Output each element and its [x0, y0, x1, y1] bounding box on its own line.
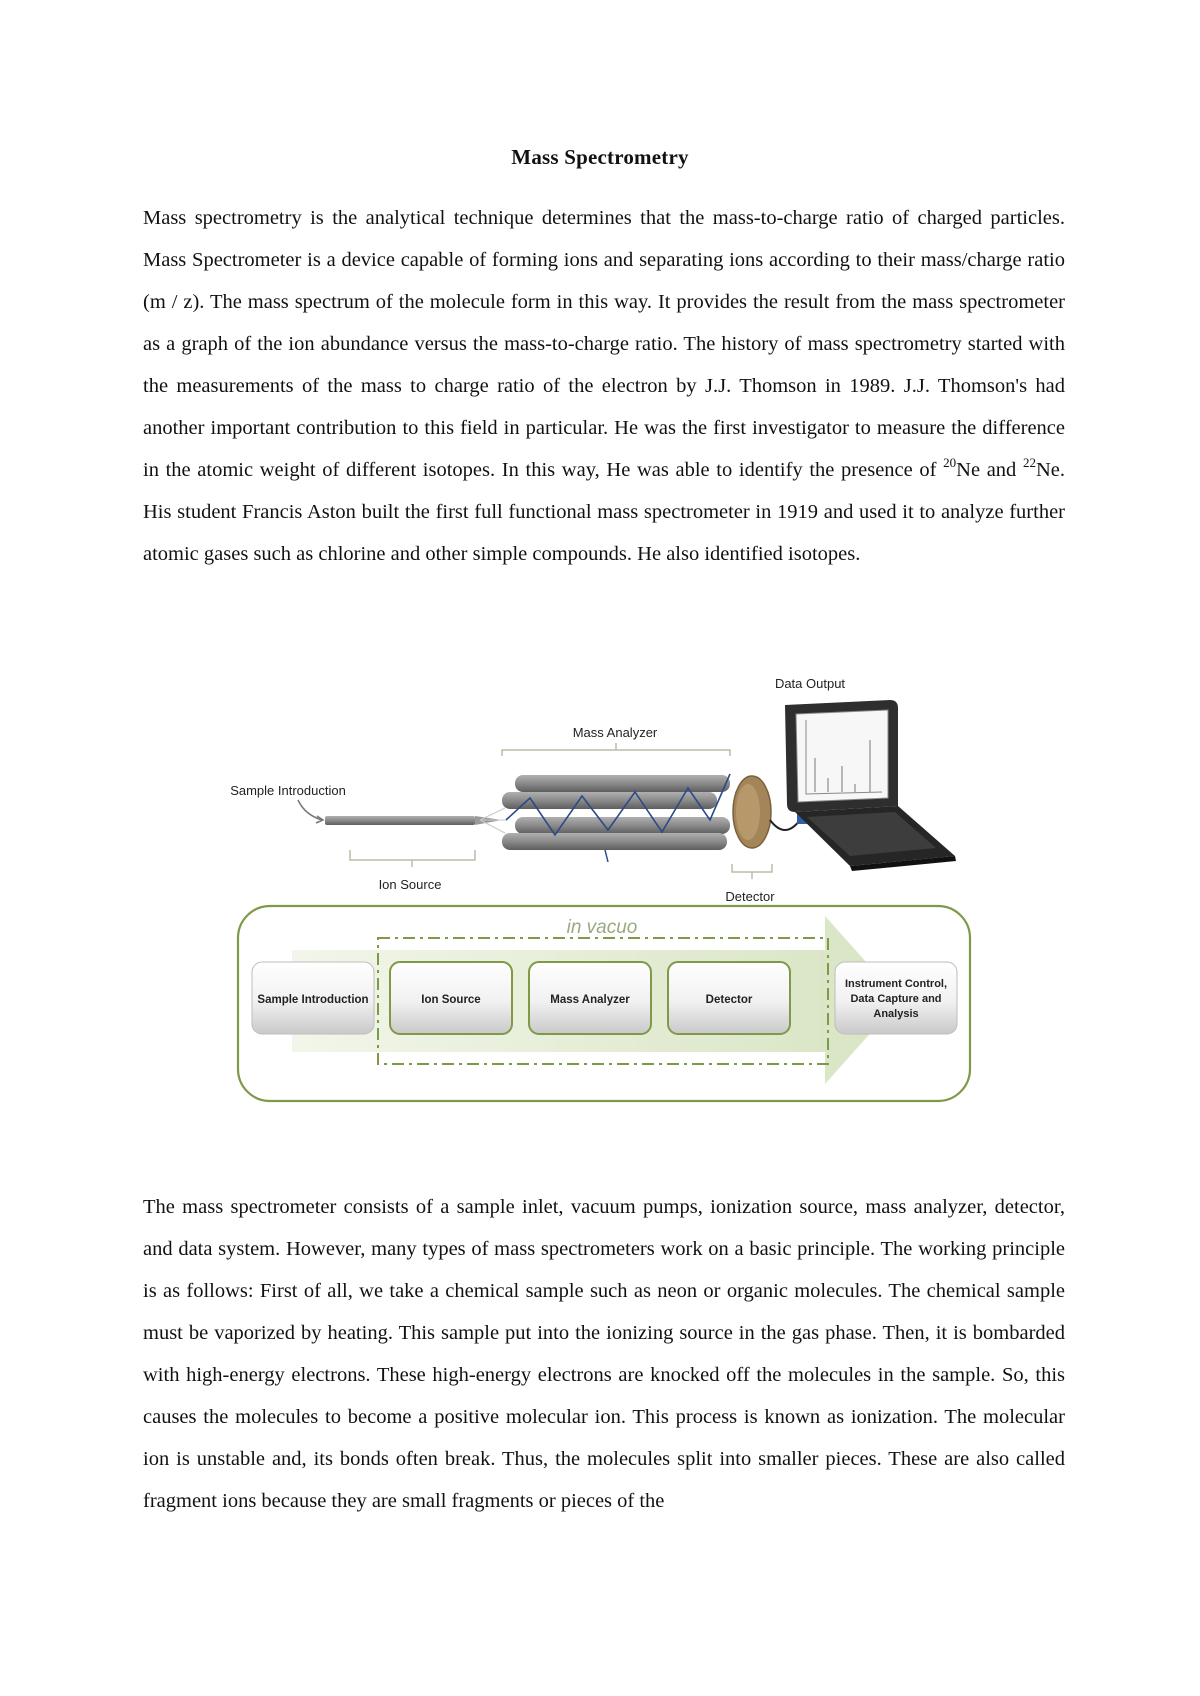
step-label-final-line-2: Data Capture and [850, 993, 942, 1005]
page-title: Mass Spectrometry [511, 145, 689, 169]
step-label-final-line-3: Analysis [873, 1008, 919, 1020]
in-vacuo-label: in vacuo [566, 917, 638, 938]
step-label-sample-introduction: Sample Introduction [257, 994, 369, 1006]
detector-cable [770, 820, 800, 830]
intro-text-3: Ne. His student Francis Aston built the first full functional mass spectrometer in 1919 and used it to analyze further atomic gases such as chlorine and other simple compounds. He also identified isotopes. [143, 459, 1065, 565]
neon-22-superscript: 22 [1022, 455, 1036, 470]
ion-source-bracket [350, 850, 475, 867]
ion-source-label: Ion Source [378, 877, 442, 892]
intro-text-2: Ne and [956, 459, 1023, 481]
intro-text-1: Mass spectrometry is the analytical technique determines that the mass-to-charge ratio of charged particles. Mass Spectrometer is a device capable of forming ions and separating ions according to their mass/charge ratio (m / z). The mass spectrum of the molecule form in this way. It provides the result from the mass spectrometer as a graph of the ion abundance versus the mass-to-charge ratio. The history of mass spectrometry started with the measurements of the mass to charge ratio of the electron by J.J. Thomson in 1989. J.J. Thomson's had another important contribution to this field in particular. He was the first investigator to measure the difference in the atomic weight of different isotopes. In this way, He was able to identify the presence of [143, 207, 1065, 481]
sample-introduction-label: Sample Introduction [230, 783, 346, 798]
detector-disc-face [736, 784, 760, 840]
analyzer-rod-3 [515, 817, 730, 834]
laptop-keyboard [807, 812, 936, 856]
ion-spray [480, 808, 506, 833]
deflected-ion [605, 850, 608, 862]
analyzer-rod-4 [502, 833, 727, 850]
mass-analyzer-label: Mass Analyzer [572, 725, 658, 740]
step-label-ion-source: Ion Source [421, 994, 481, 1006]
mass-analyzer-bracket [502, 743, 730, 756]
neon-20-superscript: 20 [943, 455, 957, 470]
detector-bracket [732, 864, 772, 879]
mass-spectrometer-figure [210, 670, 990, 1110]
principle-paragraph: The mass spectrometer consists of a sample inlet, vacuum pumps, ionization source, mass analyzer, detector, and data system. However, many types of mass spectrometers work on a basic principle. The working principle is as follows: First of all, we take a chemical sample such as neon or organic molecules. The chemical sample must be vaporized by heating. This sample put into the ionizing source in the gas phase. Then, it is bombarded with high-energy electrons. These high-energy electrons are knocked off the molecules in the sample. So, this causes the molecules to become a positive molecular ion. This process is known as ionization. The molecular ion is unstable and, its bonds often break. Thus, the molecules split into smaller pieces. These are also called fragment ions because they are small fragments or pieces of the [143, 1196, 1065, 1512]
step-label-final-line-1: Instrument Control, [844, 978, 948, 990]
step-label-mass-analyzer: Mass Analyzer [550, 994, 630, 1006]
analyzer-rod-1 [515, 775, 730, 792]
step-label-detector: Detector [705, 994, 753, 1006]
intro-paragraph [143, 197, 1065, 575]
ion-source-needle [325, 816, 475, 825]
detector-label: Detector [725, 889, 775, 904]
data-output-label: Data Output [774, 676, 846, 691]
